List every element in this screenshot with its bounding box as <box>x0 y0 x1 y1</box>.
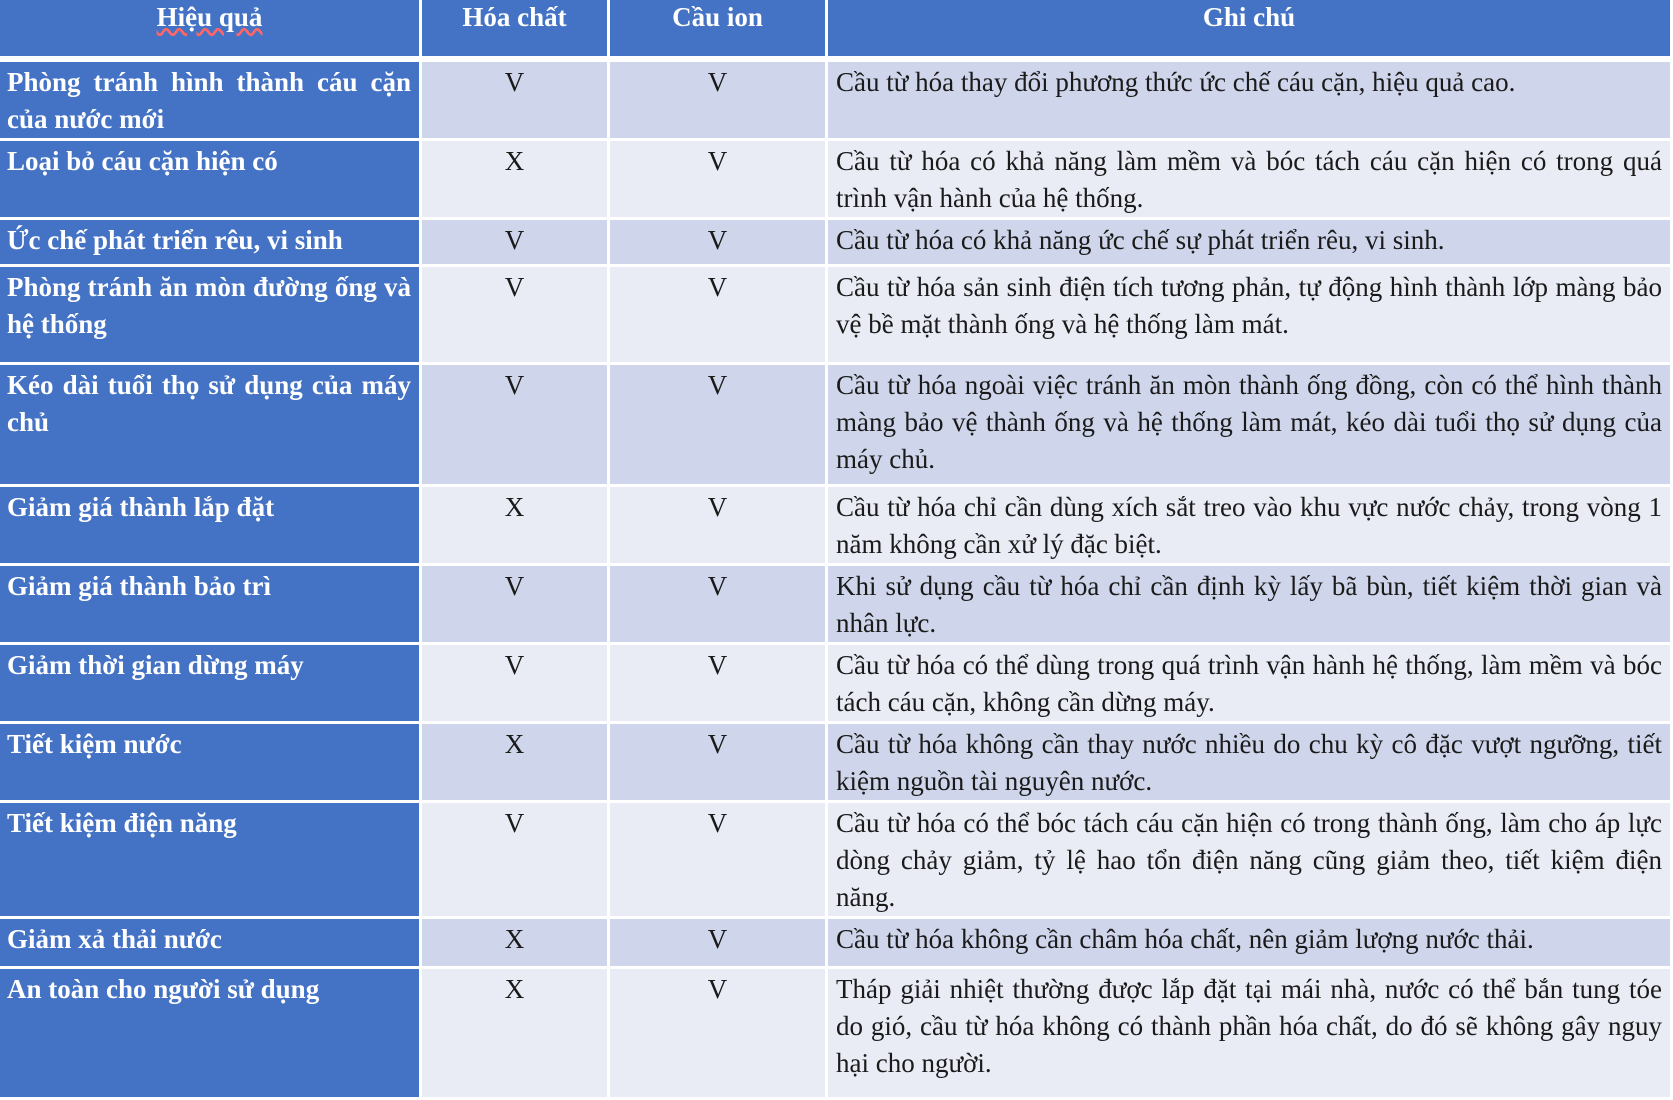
header-ghi-chu: Ghi chú <box>828 0 1673 62</box>
note-cell: Tháp giải nhiệt thường được lắp đặt tại mái nhà, nước có thể bắn tung tóe do gió, cầu từ hóa không có thành phần hóa chất, do đó sẽ không gây nguy hại cho người. <box>828 969 1673 1100</box>
table-row <box>0 365 1673 487</box>
header-hieu-qua: Hiệu quả <box>0 0 422 62</box>
table-row <box>0 724 1673 803</box>
table-row <box>0 267 1673 365</box>
note-cell: Cầu từ hóa ngoài việc tránh ăn mòn thành ống đồng, còn có thể hình thành màng bảo vệ thành ống và hệ thống làm mát, kéo dài tuổi thọ sử dụng của máy chủ. <box>828 365 1673 487</box>
effect-cell: Tiết kiệm điện năng <box>0 803 422 919</box>
header-row <box>0 0 1673 62</box>
ion-cell: V <box>610 969 828 1100</box>
effect-cell: Phòng tránh hình thành cáu cặn của nước mới <box>0 62 422 141</box>
ion-cell: V <box>610 365 828 487</box>
ion-cell: V <box>610 724 828 803</box>
note-cell: Cầu từ hóa có khả năng ức chế sự phát triển rêu, vi sinh. <box>828 220 1673 267</box>
table-row <box>0 969 1673 1100</box>
table-row <box>0 566 1673 645</box>
chem-cell: X <box>422 487 610 566</box>
effect-cell: Kéo dài tuổi thọ sử dụng của máy chủ <box>0 365 422 487</box>
effect-cell: Ức chế phát triển rêu, vi sinh <box>0 220 422 267</box>
chem-cell: V <box>422 803 610 919</box>
effect-cell: Tiết kiệm nước <box>0 724 422 803</box>
ion-cell: V <box>610 267 828 365</box>
ion-cell: V <box>610 803 828 919</box>
effect-cell: Loại bỏ cáu cặn hiện có <box>0 141 422 220</box>
note-cell: Khi sử dụng cầu từ hóa chỉ cần định kỳ lấy bã bùn, tiết kiệm thời gian và nhân lực. <box>828 566 1673 645</box>
table-row <box>0 141 1673 220</box>
note-cell: Cầu từ hóa sản sinh điện tích tương phản, tự động hình thành lớp màng bảo vệ bề mặt thành ống và hệ thống làm mát. <box>828 267 1673 365</box>
ion-cell: V <box>610 487 828 566</box>
effect-cell: Giảm giá thành bảo trì <box>0 566 422 645</box>
effect-cell: Giảm giá thành lắp đặt <box>0 487 422 566</box>
table-row <box>0 220 1673 267</box>
effect-cell: Giảm xả thải nước <box>0 919 422 969</box>
ion-cell: V <box>610 220 828 267</box>
chem-cell: V <box>422 365 610 487</box>
chem-cell: V <box>422 267 610 365</box>
effect-cell: Giảm thời gian dừng máy <box>0 645 422 724</box>
table-row <box>0 803 1673 919</box>
chem-cell: X <box>422 919 610 969</box>
effect-cell: Phòng tránh ăn mòn đường ống và hệ thống <box>0 267 422 365</box>
header-cau-ion: Cầu ion <box>610 0 828 62</box>
table-row <box>0 487 1673 566</box>
note-cell: Cầu từ hóa không cần châm hóa chất, nên giảm lượng nước thải. <box>828 919 1673 969</box>
note-cell: Cầu từ hóa thay đổi phương thức ức chế cáu cặn, hiệu quả cao. <box>828 62 1673 141</box>
ion-cell: V <box>610 62 828 141</box>
note-cell: Cầu từ hóa có thể dùng trong quá trình vận hành hệ thống, làm mềm và bóc tách cáu cặn, không cần dừng máy. <box>828 645 1673 724</box>
chem-cell: X <box>422 141 610 220</box>
note-cell: Cầu từ hóa có khả năng làm mềm và bóc tách cáu cặn hiện có trong quá trình vận hành của hệ thống. <box>828 141 1673 220</box>
table-row <box>0 62 1673 141</box>
chem-cell: V <box>422 566 610 645</box>
note-cell: Cầu từ hóa có thể bóc tách cáu cặn hiện có trong thành ống, làm cho áp lực dòng chảy giảm, tỷ lệ hao tổn điện năng cũng giảm theo, tiết kiệm điện năng. <box>828 803 1673 919</box>
note-cell: Cầu từ hóa chỉ cần dùng xích sắt treo vào khu vực nước chảy, trong vòng 1 năm không cần xử lý đặc biệt. <box>828 487 1673 566</box>
header-hoa-chat: Hóa chất <box>422 0 610 62</box>
ion-cell: V <box>610 645 828 724</box>
table-row <box>0 645 1673 724</box>
note-cell: Cầu từ hóa không cần thay nước nhiều do chu kỳ cô đặc vượt ngưỡng, tiết kiệm nguồn tài nguyên nước. <box>828 724 1673 803</box>
chem-cell: V <box>422 220 610 267</box>
ion-cell: V <box>610 141 828 220</box>
chem-cell: X <box>422 969 610 1100</box>
ion-cell: V <box>610 566 828 645</box>
table-row <box>0 919 1673 969</box>
chem-cell: V <box>422 62 610 141</box>
chem-cell: X <box>422 724 610 803</box>
chem-cell: V <box>422 645 610 724</box>
ion-cell: V <box>610 919 828 969</box>
effect-cell: An toàn cho người sử dụng <box>0 969 422 1100</box>
